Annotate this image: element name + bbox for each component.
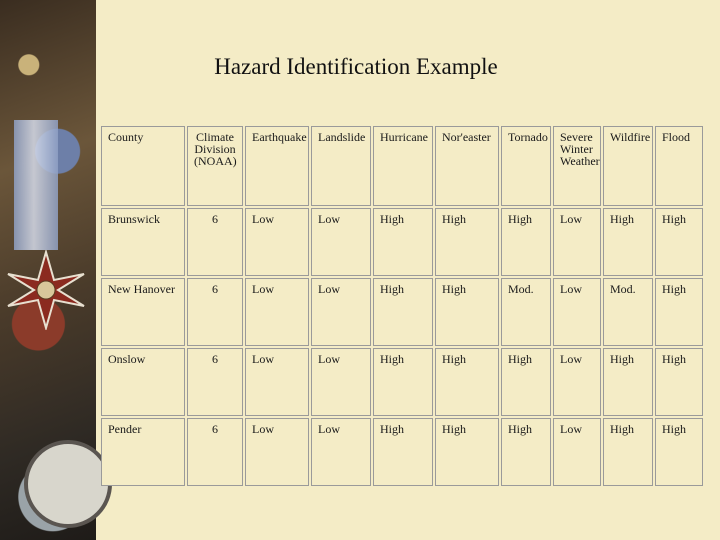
hazard-rating-cell: High (435, 208, 499, 276)
county-cell: Brunswick (101, 208, 185, 276)
climate-division-cell: 6 (187, 348, 243, 416)
hazard-rating-cell: Low (245, 418, 309, 486)
hazard-rating-cell: High (373, 208, 433, 276)
climate-division-cell: 6 (187, 278, 243, 346)
hazard-rating-cell: High (501, 208, 551, 276)
table-row (101, 208, 703, 276)
hazard-rating-cell: High (501, 418, 551, 486)
climate-division-cell: 6 (187, 418, 243, 486)
column-header: Severe Winter Weather (553, 126, 601, 206)
table-header-row (101, 126, 703, 206)
maltese-cross-icon (6, 250, 86, 330)
hazard-rating-cell: Mod. (603, 278, 653, 346)
hazard-rating-cell: Low (245, 348, 309, 416)
column-header: Landslide (311, 126, 371, 206)
hazard-rating-cell: High (603, 418, 653, 486)
page-title: Hazard Identification Example (214, 54, 498, 79)
hazard-rating-cell: High (435, 418, 499, 486)
column-header: Tornado (501, 126, 551, 206)
hazard-rating-cell: Low (553, 278, 601, 346)
hazard-rating-cell: Low (553, 348, 601, 416)
column-header: Wildfire (603, 126, 653, 206)
hazard-rating-cell: High (655, 208, 703, 276)
column-header: Hurricane (373, 126, 433, 206)
hazard-rating-cell: Low (553, 208, 601, 276)
county-cell: Pender (101, 418, 185, 486)
hazard-rating-cell: Mod. (501, 278, 551, 346)
hazard-rating-cell: Low (245, 278, 309, 346)
column-header: Flood (655, 126, 703, 206)
ribbon-graphic (14, 120, 58, 250)
county-cell: New Hanover (101, 278, 185, 346)
hazard-table-body (101, 126, 703, 486)
hazard-rating-cell: High (373, 278, 433, 346)
column-header: Climate Division (NOAA) (187, 126, 243, 206)
hazard-rating-cell: High (501, 348, 551, 416)
hazard-rating-cell: Low (311, 278, 371, 346)
county-cell: Onslow (101, 348, 185, 416)
hazard-rating-cell: High (603, 348, 653, 416)
column-header: Nor'easter (435, 126, 499, 206)
climate-division-cell: 6 (187, 208, 243, 276)
hazard-rating-cell: Low (311, 348, 371, 416)
hazard-rating-cell: High (655, 278, 703, 346)
hazard-rating-cell: High (655, 348, 703, 416)
hazard-rating-cell: High (435, 348, 499, 416)
table-row (101, 278, 703, 346)
table-row (101, 418, 703, 486)
table-row (101, 348, 703, 416)
hazard-rating-cell: High (655, 418, 703, 486)
hazard-rating-cell: High (373, 418, 433, 486)
hazard-rating-cell: Low (553, 418, 601, 486)
column-header: County (101, 126, 185, 206)
decorative-medal-image (0, 0, 96, 540)
hazard-rating-cell: High (373, 348, 433, 416)
hazard-rating-cell: Low (245, 208, 309, 276)
hazard-rating-cell: Low (311, 418, 371, 486)
hazard-table (99, 124, 705, 488)
column-header: Earthquake (245, 126, 309, 206)
hazard-rating-cell: Low (311, 208, 371, 276)
hazard-rating-cell: High (603, 208, 653, 276)
hazard-rating-cell: High (435, 278, 499, 346)
